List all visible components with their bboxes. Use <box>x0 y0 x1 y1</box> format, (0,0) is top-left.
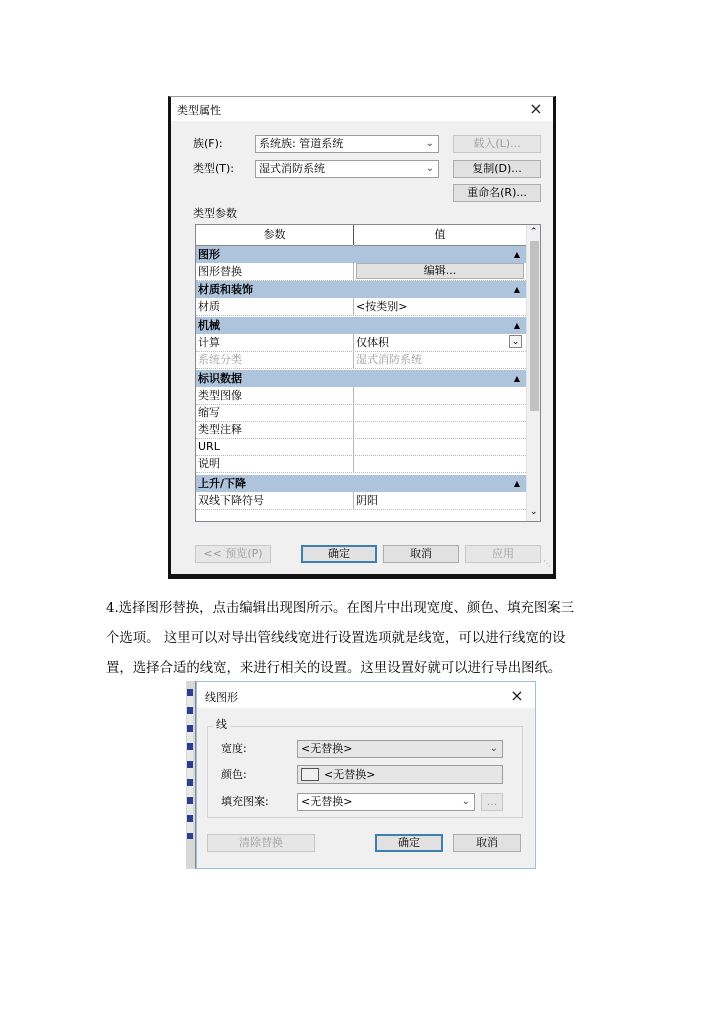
table-row[interactable] <box>196 334 526 352</box>
table-row[interactable] <box>196 351 526 369</box>
category-label: 上升/下降 <box>198 477 247 490</box>
scroll-up-icon[interactable]: ⌃ <box>530 227 538 237</box>
resize-grip-icon[interactable]: ⋱ <box>543 559 551 568</box>
type-label: 类型(T): <box>193 162 235 175</box>
line-graphics-dialog <box>196 681 536 869</box>
category-label: 机械 <box>198 319 220 332</box>
row-value: 仅体积 <box>356 336 389 349</box>
table-row[interactable] <box>196 298 526 316</box>
category-label: 标识数据 <box>198 372 242 385</box>
type-properties-dialog <box>168 96 556 579</box>
table-row[interactable] <box>196 421 526 439</box>
table-row[interactable] <box>196 455 526 473</box>
row-value: 湿式消防系统 <box>356 353 422 366</box>
width-value: <无替换> <box>301 742 353 755</box>
collapse-icon: ▲ <box>513 479 520 488</box>
title-bar <box>171 97 553 121</box>
title-bar <box>197 682 535 708</box>
collapse-icon: ▲ <box>513 285 520 294</box>
fill-pattern-label: 填充图案: <box>221 795 269 808</box>
scroll-down-icon[interactable]: ⌄ <box>530 507 538 517</box>
chevron-down-icon: ⌄ <box>489 743 498 754</box>
browse-button[interactable]: ... <box>481 793 503 811</box>
clear-overrides-button[interactable]: 清除替换 <box>207 834 315 852</box>
paragraph-line-2: 个选项。 这里可以对导出管线线宽进行设置选项就是线宽，可以进行线宽的设 <box>106 631 566 646</box>
table-row[interactable] <box>196 438 526 456</box>
width-label: 宽度: <box>221 742 247 755</box>
family-value: 系统族: 管道系统 <box>259 137 344 150</box>
column-header-value[interactable]: 值 <box>354 225 526 246</box>
fill-pattern-select[interactable] <box>297 793 475 811</box>
paragraph-line-1: 4.选择图形替换，点击编辑出现图所示。在图片中出现宽度、颜色、填充图案三 <box>106 601 575 616</box>
row-param: 计算 <box>198 336 220 349</box>
type-value: 湿式消防系统 <box>259 162 325 175</box>
cropped-background-strip <box>186 681 196 869</box>
chevron-down-icon: ⌄ <box>461 796 470 807</box>
width-select[interactable] <box>297 740 503 758</box>
row-param: 说明 <box>198 457 220 470</box>
column-header-parameter[interactable]: 参数 <box>196 225 353 246</box>
category-label: 材质和装饰 <box>198 283 253 296</box>
category-graphics[interactable] <box>196 246 526 263</box>
type-parameters-label: 类型参数 <box>193 207 237 220</box>
color-value: <无替换> <box>324 768 376 781</box>
body-paragraph <box>106 594 574 684</box>
table-row[interactable] <box>196 387 526 405</box>
dialog-title: 线图形 <box>205 691 238 704</box>
edit-button[interactable]: 编辑... <box>356 263 524 279</box>
load-button[interactable]: 载入(L)... <box>453 135 541 153</box>
color-label: 颜色: <box>221 768 247 781</box>
family-select[interactable] <box>255 135 439 153</box>
row-param: 系统分类 <box>198 353 242 366</box>
close-icon[interactable]: × <box>510 686 524 705</box>
fill-pattern-value: <无替换> <box>301 795 353 808</box>
category-identity-data[interactable] <box>196 370 526 387</box>
ok-button[interactable]: 确定 <box>375 834 443 852</box>
paragraph-line-3: 置，选择合适的线宽，来进行相关的设置。这里设置好就可以进行导出图纸。 <box>106 661 562 676</box>
row-value: 阴阳 <box>356 494 378 507</box>
collapse-icon: ▲ <box>513 250 520 259</box>
chevron-down-icon[interactable]: ⌄ <box>509 335 522 348</box>
preview-button[interactable]: << 预览(P) <box>195 545 271 563</box>
row-param: 缩写 <box>198 406 220 419</box>
close-icon[interactable]: × <box>529 99 543 118</box>
table-row[interactable] <box>196 492 526 510</box>
color-button[interactable] <box>297 765 503 784</box>
row-value: <按类别> <box>356 300 408 313</box>
row-param: URL <box>198 440 220 453</box>
row-param: 类型注释 <box>198 423 242 436</box>
duplicate-button[interactable]: 复制(D)... <box>453 160 541 178</box>
vertical-scrollbar[interactable] <box>526 225 541 522</box>
table-row[interactable] <box>196 263 526 281</box>
collapse-icon: ▲ <box>513 321 520 330</box>
category-materials[interactable] <box>196 281 526 298</box>
category-label: 图形 <box>198 248 220 261</box>
type-select[interactable] <box>255 160 439 178</box>
row-param: 双线下降符号 <box>198 494 264 507</box>
group-label: 线 <box>213 716 230 734</box>
property-grid <box>195 224 541 522</box>
category-rise-drop[interactable] <box>196 475 526 492</box>
row-param: 材质 <box>198 300 220 313</box>
row-param: 类型图像 <box>198 389 242 402</box>
color-swatch <box>301 768 319 781</box>
dialog-title: 类型属性 <box>177 104 221 117</box>
scroll-thumb[interactable] <box>530 241 539 411</box>
ok-button[interactable]: 确定 <box>301 545 377 563</box>
cancel-button[interactable]: 取消 <box>453 834 521 852</box>
rename-button[interactable]: 重命名(R)... <box>453 184 541 202</box>
row-param: 图形替换 <box>198 265 242 278</box>
table-row[interactable] <box>196 404 526 422</box>
cancel-button[interactable]: 取消 <box>383 545 459 563</box>
collapse-icon: ▲ <box>513 374 520 383</box>
apply-button[interactable]: 应用 <box>465 545 541 563</box>
chevron-down-icon: ⌄ <box>425 138 434 149</box>
family-label: 族(F): <box>193 137 223 150</box>
category-mechanical[interactable] <box>196 317 526 334</box>
chevron-down-icon: ⌄ <box>425 163 434 174</box>
